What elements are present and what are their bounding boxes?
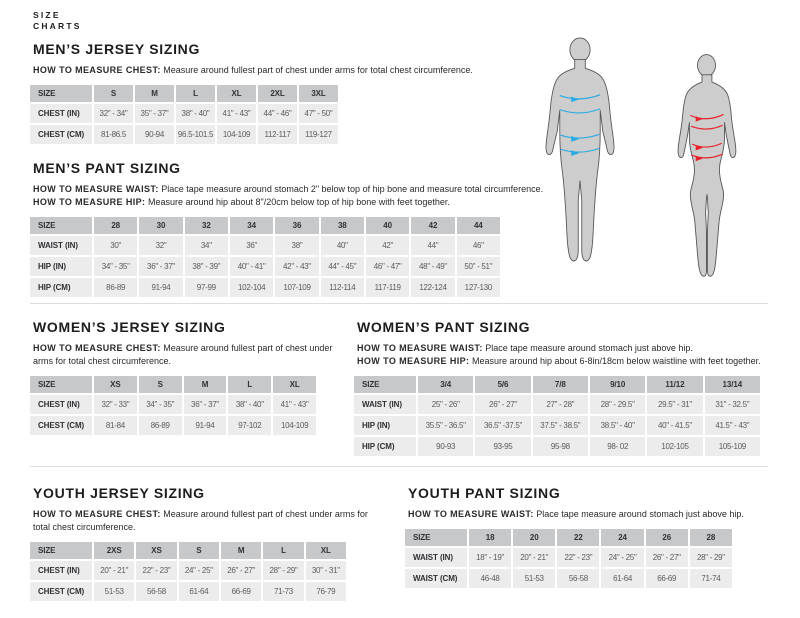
female-body	[678, 75, 736, 276]
value-cell: 93-95	[475, 437, 530, 456]
mens-pant-table	[28, 215, 502, 299]
value-cell: 71-73	[263, 582, 303, 601]
howto-text: Place tape measure around stomach 2" below top of hip bone and measure total circumference.	[161, 184, 544, 194]
value-cell: 46" - 47"	[366, 257, 409, 276]
value-cell: 28" - 29"	[690, 548, 732, 567]
value-cell: 40"	[321, 236, 364, 255]
column-header-cell: 2XS	[94, 542, 134, 559]
row-label-cell: CHEST (CM)	[30, 125, 92, 144]
size-header-cell: SIZE	[405, 529, 467, 546]
row-label-cell: WAIST (IN)	[405, 548, 467, 567]
value-cell: 102-105	[647, 437, 702, 456]
value-cell: 51-53	[94, 582, 134, 601]
value-cell: 26" - 27"	[221, 561, 261, 580]
value-cell: 90-93	[418, 437, 473, 456]
row-label-cell: HIP (CM)	[30, 278, 92, 297]
value-cell: 35.5" - 36.5"	[418, 416, 473, 435]
column-header-cell: 2XL	[258, 85, 297, 102]
column-header-cell: 11/12	[647, 376, 702, 393]
mens-jersey-table	[28, 83, 340, 146]
value-cell: 41.5" - 43"	[705, 416, 760, 435]
value-cell: 102-104	[230, 278, 273, 297]
howto-text: Measure around fullest part of chest under arms for total chest circumference.	[33, 509, 368, 532]
value-cell: 30"	[94, 236, 137, 255]
mens-pant-heading: MEN’S PANT SIZING	[33, 160, 181, 176]
size-header-cell: SIZE	[30, 85, 92, 102]
value-cell: 107-109	[275, 278, 318, 297]
column-header-cell: 26	[646, 529, 688, 546]
table-row	[30, 395, 316, 414]
row-label-cell: HIP (CM)	[354, 437, 416, 456]
howto-label: HOW TO MEASURE CHEST:	[33, 65, 161, 75]
youth-jersey-howto	[33, 508, 383, 534]
value-cell: 40" - 41.5"	[647, 416, 702, 435]
column-header-cell: 13/14	[705, 376, 760, 393]
value-cell: 97-99	[185, 278, 228, 297]
table-row	[354, 437, 760, 456]
column-header-cell: 40	[366, 217, 409, 234]
womens-pant-heading: WOMEN’S PANT SIZING	[357, 319, 531, 335]
column-header-cell: 32	[185, 217, 228, 234]
male-body	[546, 59, 614, 261]
row-label-cell: WAIST (CM)	[405, 569, 467, 588]
value-cell: 81-86.5	[94, 125, 133, 144]
value-cell: 81-84	[94, 416, 137, 435]
value-cell: 56-58	[136, 582, 176, 601]
value-cell: 95-98	[533, 437, 588, 456]
youth-pant-section	[408, 485, 788, 590]
column-header-cell: 7/8	[533, 376, 588, 393]
column-header-cell: M	[135, 85, 174, 102]
section-divider	[30, 466, 768, 467]
value-cell: 24" - 25"	[601, 548, 643, 567]
value-cell: 122-124	[411, 278, 454, 297]
column-header-cell: S	[94, 85, 133, 102]
column-header-cell: XS	[94, 376, 137, 393]
howto-label: HOW TO MEASURE HIP:	[357, 356, 470, 366]
column-header-cell: S	[179, 542, 219, 559]
youth-pant-howto	[408, 508, 788, 521]
table-row	[30, 278, 500, 297]
table-row	[405, 569, 732, 588]
column-header-cell: 22	[557, 529, 599, 546]
value-cell: 35" - 37"	[135, 104, 174, 123]
row-label-cell: WAIST (IN)	[354, 395, 416, 414]
table-row	[30, 125, 338, 144]
column-header-cell: 28	[94, 217, 137, 234]
youth-jersey-table	[28, 540, 348, 603]
value-cell: 38" - 39"	[185, 257, 228, 276]
value-cell: 38" - 40"	[228, 395, 271, 414]
value-cell: 96.5-101.5	[176, 125, 215, 144]
table-header-row	[30, 542, 346, 559]
howto-label: HOW TO MEASURE HIP:	[33, 197, 146, 207]
table-header-row	[405, 529, 732, 546]
womens-jersey-howto	[33, 342, 338, 368]
column-header-cell: 5/6	[475, 376, 530, 393]
value-cell: 41" - 43"	[217, 104, 256, 123]
howto-text: Place tape measure around stomach just above hip.	[485, 343, 693, 353]
column-header-cell: M	[184, 376, 227, 393]
value-cell: 20" - 21"	[94, 561, 134, 580]
value-cell: 104-109	[273, 416, 316, 435]
value-cell: 36"	[230, 236, 273, 255]
row-label-cell: CHEST (CM)	[30, 582, 92, 601]
value-cell: 22" - 23"	[557, 548, 599, 567]
value-cell: 51-53	[513, 569, 555, 588]
value-cell: 38" - 40"	[176, 104, 215, 123]
youth-jersey-section	[33, 485, 383, 603]
row-label-cell: CHEST (IN)	[30, 561, 92, 580]
mens-pant-howto-hip	[33, 196, 763, 209]
value-cell: 105-109	[705, 437, 760, 456]
value-cell: 38.5" - 40"	[590, 416, 645, 435]
value-cell: 32"	[139, 236, 182, 255]
column-header-cell: S	[139, 376, 182, 393]
value-cell: 46-48	[469, 569, 511, 588]
column-header-cell: L	[176, 85, 215, 102]
table-row	[30, 561, 346, 580]
value-cell: 36.5" -37.5"	[475, 416, 530, 435]
table-header-row	[30, 217, 500, 234]
row-label-cell: HIP (IN)	[30, 257, 92, 276]
value-cell: 30" - 31"	[306, 561, 346, 580]
howto-label: HOW TO MEASURE CHEST:	[33, 509, 161, 519]
size-header-cell: SIZE	[30, 217, 92, 234]
value-cell: 66-69	[221, 582, 261, 601]
column-header-cell: XL	[217, 85, 256, 102]
value-cell: 26" - 27"	[475, 395, 530, 414]
column-header-cell: L	[228, 376, 271, 393]
table-row	[354, 416, 760, 435]
column-header-cell: 34	[230, 217, 273, 234]
value-cell: 48" - 49"	[411, 257, 454, 276]
value-cell: 127-130	[457, 278, 500, 297]
column-header-cell: 30	[139, 217, 182, 234]
column-header-cell: 18	[469, 529, 511, 546]
row-label-cell: CHEST (IN)	[30, 395, 92, 414]
value-cell: 44"	[411, 236, 454, 255]
table-header-row	[30, 376, 316, 393]
column-header-cell: 20	[513, 529, 555, 546]
howto-label: HOW TO MEASURE WAIST:	[408, 509, 534, 519]
value-cell: 46"	[457, 236, 500, 255]
value-cell: 42" - 43"	[275, 257, 318, 276]
value-cell: 34" - 35"	[94, 257, 137, 276]
column-header-cell: L	[263, 542, 303, 559]
value-cell: 112-117	[258, 125, 297, 144]
page-title	[33, 10, 82, 32]
womens-pant-howto-hip	[357, 355, 792, 368]
value-cell: 47" - 50"	[299, 104, 338, 123]
value-cell: 18" - 19"	[469, 548, 511, 567]
womens-pant-table	[352, 374, 762, 458]
column-header-cell: 42	[411, 217, 454, 234]
womens-jersey-section	[33, 319, 338, 437]
value-cell: 34" - 35"	[139, 395, 182, 414]
value-cell: 91-94	[184, 416, 227, 435]
column-header-cell: 24	[601, 529, 643, 546]
howto-text: Measure around fullest part of chest under arms for total chest circumference.	[163, 65, 473, 75]
value-cell: 90-94	[135, 125, 174, 144]
column-header-cell: 28	[690, 529, 732, 546]
value-cell: 41" - 43"	[273, 395, 316, 414]
value-cell: 20" - 21"	[513, 548, 555, 567]
column-header-cell: XL	[306, 542, 346, 559]
row-label-cell: HIP (IN)	[354, 416, 416, 435]
value-cell: 36" - 37"	[184, 395, 227, 414]
value-cell: 44" - 46"	[258, 104, 297, 123]
page-title-line2: CHARTS	[33, 21, 82, 31]
male-head	[570, 38, 590, 62]
table-header-row	[30, 85, 338, 102]
value-cell: 31" - 32.5"	[705, 395, 760, 414]
value-cell: 117-119	[366, 278, 409, 297]
mens-jersey-heading: MEN’S JERSEY SIZING	[33, 41, 201, 57]
value-cell: 25" - 26"	[418, 395, 473, 414]
howto-label: HOW TO MEASURE WAIST:	[357, 343, 483, 353]
table-header-row	[354, 376, 760, 393]
value-cell: 40" - 41"	[230, 257, 273, 276]
section-divider	[30, 303, 768, 304]
value-cell: 112-114	[321, 278, 364, 297]
howto-label: HOW TO MEASURE WAIST:	[33, 184, 159, 194]
column-header-cell: 44	[457, 217, 500, 234]
howto-text: Measure around hip about 6-8in/18cm below waistline with feet together.	[471, 356, 761, 366]
youth-pant-heading: YOUTH PANT SIZING	[408, 485, 561, 501]
value-cell: 22" - 23"	[136, 561, 176, 580]
womens-pant-howto-waist	[357, 342, 792, 355]
value-cell: 28" - 29.5"	[590, 395, 645, 414]
column-header-cell: 9/10	[590, 376, 645, 393]
size-header-cell: SIZE	[354, 376, 416, 393]
table-row	[30, 416, 316, 435]
value-cell: 44" - 45"	[321, 257, 364, 276]
female-figure	[666, 53, 747, 283]
table-row	[405, 548, 732, 567]
mens-jersey-howto	[33, 64, 763, 77]
value-cell: 86-89	[139, 416, 182, 435]
value-cell: 56-58	[557, 569, 599, 588]
youth-pant-table	[403, 527, 734, 590]
womens-jersey-heading: WOMEN’S JERSEY SIZING	[33, 319, 226, 335]
womens-jersey-table	[28, 374, 318, 437]
value-cell: 66-69	[646, 569, 688, 588]
value-cell: 36" - 37"	[139, 257, 182, 276]
mens-pant-howto-waist	[33, 183, 763, 196]
column-header-cell: 36	[275, 217, 318, 234]
value-cell: 98- 02	[590, 437, 645, 456]
row-label-cell: CHEST (IN)	[30, 104, 92, 123]
womens-pant-section	[357, 319, 792, 458]
mens-pant-section	[33, 160, 763, 299]
mens-jersey-section	[33, 41, 763, 146]
table-row	[30, 257, 500, 276]
male-figure	[536, 36, 624, 288]
value-cell: 71-74	[690, 569, 732, 588]
column-header-cell: 38	[321, 217, 364, 234]
value-cell: 61-64	[179, 582, 219, 601]
howto-label: HOW TO MEASURE CHEST:	[33, 343, 161, 353]
value-cell: 104-109	[217, 125, 256, 144]
value-cell: 91-94	[139, 278, 182, 297]
size-header-cell: SIZE	[30, 376, 92, 393]
page-title-line1: SIZE	[33, 10, 61, 20]
value-cell: 34"	[185, 236, 228, 255]
column-header-cell: M	[221, 542, 261, 559]
howto-text: Measure around fullest part of chest under arms for total chest circumference.	[33, 343, 333, 366]
table-row	[30, 236, 500, 255]
size-header-cell: SIZE	[30, 542, 92, 559]
value-cell: 76-79	[306, 582, 346, 601]
youth-jersey-heading: YOUTH JERSEY SIZING	[33, 485, 205, 501]
value-cell: 24" - 25"	[179, 561, 219, 580]
value-cell: 42"	[366, 236, 409, 255]
column-header-cell: 3XL	[299, 85, 338, 102]
value-cell: 28" - 29"	[263, 561, 303, 580]
value-cell: 38"	[275, 236, 318, 255]
value-cell: 50" - 51"	[457, 257, 500, 276]
column-header-cell: XL	[273, 376, 316, 393]
table-row	[30, 582, 346, 601]
table-row	[354, 395, 760, 414]
value-cell: 27" - 28"	[533, 395, 588, 414]
value-cell: 119-127	[299, 125, 338, 144]
value-cell: 32" - 34"	[94, 104, 133, 123]
value-cell: 29.5" - 31"	[647, 395, 702, 414]
value-cell: 61-64	[601, 569, 643, 588]
value-cell: 26" - 27"	[646, 548, 688, 567]
value-cell: 37.5" - 38.5"	[533, 416, 588, 435]
column-header-cell: 3/4	[418, 376, 473, 393]
female-head	[698, 55, 716, 77]
value-cell: 32" - 33"	[94, 395, 137, 414]
value-cell: 97-102	[228, 416, 271, 435]
row-label-cell: WAIST (IN)	[30, 236, 92, 255]
column-header-cell: XS	[136, 542, 176, 559]
row-label-cell: CHEST (CM)	[30, 416, 92, 435]
howto-text: Measure around hip about 8"/20cm below top of hip bone with feet together.	[147, 197, 450, 207]
howto-text: Place tape measure around stomach just above hip.	[536, 509, 744, 519]
value-cell: 86-89	[94, 278, 137, 297]
table-row	[30, 104, 338, 123]
